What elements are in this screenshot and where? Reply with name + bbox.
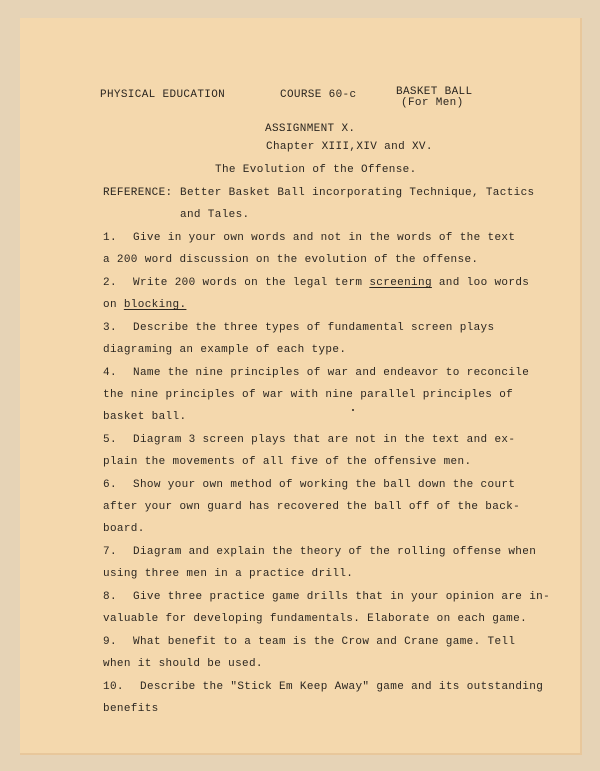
item-number: 6. — [103, 479, 117, 491]
item-text: Describe the three types of fundamental screen plays — [133, 322, 495, 334]
department-heading: PHYSICAL EDUCATION — [100, 89, 226, 101]
item-number: 10. — [103, 681, 124, 693]
item-text: Show your own method of working the ball down the court — [133, 479, 516, 491]
reference-text-line2: and Tales. — [180, 209, 250, 221]
underlined-term-screening: screening — [369, 277, 432, 289]
item-text: What benefit to a team is the Crow and Crane game. Tell — [133, 636, 516, 648]
item-text: benefits — [103, 703, 159, 715]
item-text: plain the movements of all five of the offensive men. — [103, 456, 472, 468]
item-text: Give in your own words and not in the words of the text — [133, 232, 516, 244]
item-number: 8. — [103, 591, 117, 603]
item-number: 1. — [103, 232, 117, 244]
item-text: Diagram 3 screen plays that are not in the text and ex- — [133, 434, 516, 446]
reference-text-line1: Better Basket Ball incorporating Technique, Tactics — [180, 187, 535, 199]
item-number: 7. — [103, 546, 117, 558]
reference-label: REFERENCE: — [103, 187, 173, 199]
item-text: when it should be used. — [103, 658, 263, 670]
topic-line: The Evolution of the Offense. — [215, 164, 417, 176]
item-number: 9. — [103, 636, 117, 648]
item-number: 2. — [103, 277, 117, 289]
ink-speck — [352, 409, 354, 411]
item-text: Describe the "Stick Em Keep Away" game and its outstanding — [140, 681, 544, 693]
item-text: on blocking. — [103, 299, 187, 311]
item-number: 5. — [103, 434, 117, 446]
item-text: board. — [103, 523, 145, 535]
item-text: Diagram and explain the theory of the rolling offense when — [133, 546, 537, 558]
item-text: a 200 word discussion on the evolution of the offense. — [103, 254, 479, 266]
item-text: Name the nine principles of war and endeavor to reconcile — [133, 367, 530, 379]
subject-heading: BASKET BALL — [396, 86, 473, 98]
chapters-line: Chapter XIII,XIV and XV. — [266, 141, 433, 153]
item-text: using three men in a practice drill. — [103, 568, 354, 580]
item-text: Write 200 words on the legal term screening and loo words — [133, 277, 530, 289]
item-text: valuable for developing fundamentals. Elaborate on each game. — [103, 613, 528, 625]
item-text: the nine principles of war with nine parallel principles of — [103, 389, 514, 401]
item-text: basket ball. — [103, 411, 187, 423]
item-number: 4. — [103, 367, 117, 379]
assignment-title: ASSIGNMENT X. — [265, 123, 356, 135]
underlined-term-blocking: blocking. — [123, 299, 187, 311]
item-number: 3. — [103, 322, 117, 334]
audience-note: (For Men) — [401, 97, 464, 109]
course-number: COURSE 60-c — [280, 89, 357, 101]
item-text: after your own guard has recovered the ball off of the back- — [103, 501, 521, 513]
item-text: diagraming an example of each type. — [103, 344, 347, 356]
item-text: Give three practice game drills that in your opinion are in- — [133, 591, 551, 603]
